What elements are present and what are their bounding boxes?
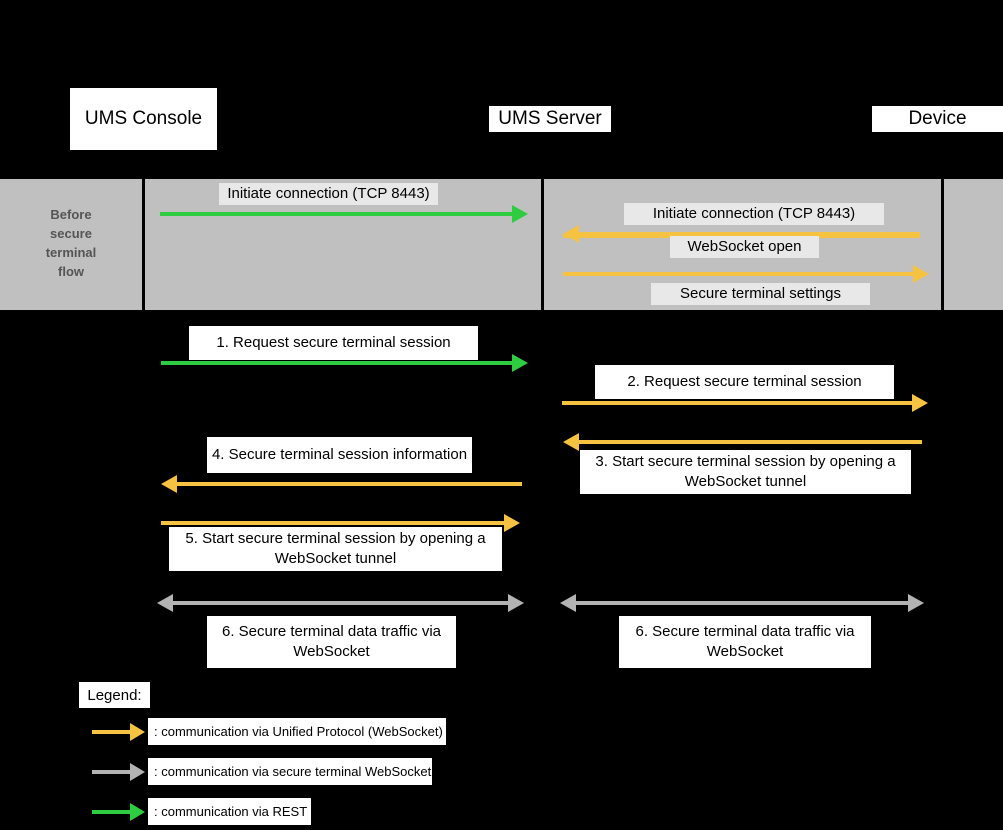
- legend-label-terminal-ws: : communication via secure terminal WebSocket: [148, 758, 432, 785]
- arrow-line-m9: [161, 521, 506, 525]
- node-device-label: Device: [908, 108, 967, 129]
- node-ums-server-label: UMS Server: [498, 108, 602, 129]
- message-label-m2: Initiate connection (TCP 8443): [624, 203, 884, 225]
- legend-arrow-line-rest: [92, 810, 132, 814]
- arrow-head-m5: [512, 354, 528, 372]
- node-ums-server: [489, 106, 611, 132]
- legend-arrow-head-terminal-ws: [130, 763, 145, 781]
- band-separator-3: [941, 179, 944, 310]
- phase-label-line-4: flow: [58, 264, 84, 279]
- arrow-head-m4: [913, 265, 929, 283]
- message-label-m4: Secure terminal settings: [651, 283, 870, 305]
- arrow-line-m1: [160, 212, 515, 216]
- arrow-line-m6: [562, 401, 914, 405]
- message-label-m7: 3. Start secure terminal session by opening a WebSocket tunnel: [580, 450, 911, 494]
- arrow-head-m1: [512, 205, 528, 223]
- arrow-head-m10-right: [508, 594, 524, 612]
- message-label-m11: 6. Secure terminal data traffic via WebSocket: [619, 616, 871, 668]
- phase-label-line-1: Before: [50, 207, 92, 222]
- band-separator-2: [541, 179, 544, 310]
- legend-arrow-head-unified: [130, 723, 145, 741]
- message-label-m8: 4. Secure terminal session information: [207, 437, 472, 473]
- arrow-head-m6: [912, 394, 928, 412]
- node-ums-console: [70, 88, 217, 150]
- message-label-m6: 2. Request secure terminal session: [595, 365, 894, 399]
- arrow-line-m8: [176, 482, 522, 486]
- node-ums-console-label: UMS Console: [84, 108, 203, 129]
- message-label-m9: 5. Start secure terminal session by opening a WebSocket tunnel: [169, 527, 502, 571]
- legend-label-rest: : communication via REST: [148, 798, 311, 825]
- node-device: [872, 106, 1003, 132]
- phase-label-line-3: terminal: [45, 245, 97, 260]
- phase-label-before-flow: [10, 205, 132, 281]
- message-label-m3: WebSocket open: [670, 236, 819, 258]
- arrow-head-m10-left: [157, 594, 173, 612]
- phase-label-line-2: secure: [50, 226, 92, 241]
- message-label-m1: Initiate connection (TCP 8443): [219, 183, 438, 205]
- legend-arrow-line-unified: [92, 730, 132, 734]
- legend-arrow-head-rest: [130, 803, 145, 821]
- band-separator-1: [142, 179, 145, 310]
- arrow-head-m9: [504, 514, 520, 532]
- arrow-line-m10: [172, 601, 510, 605]
- message-label-m5: 1. Request secure terminal session: [189, 326, 478, 360]
- arrow-line-m5: [161, 361, 515, 365]
- arrow-line-m4: [563, 272, 915, 276]
- legend-arrow-line-terminal-ws: [92, 770, 132, 774]
- arrow-line-m11: [575, 601, 910, 605]
- arrow-line-m7: [578, 440, 922, 444]
- arrow-head-m11-left: [560, 594, 576, 612]
- arrow-head-m8: [161, 475, 177, 493]
- arrow-head-m11-right: [908, 594, 924, 612]
- message-label-m10: 6. Secure terminal data traffic via WebSocket: [207, 616, 456, 668]
- legend-label-unified: : communication via Unified Protocol (WebSocket): [148, 718, 446, 745]
- legend-title: Legend:: [79, 682, 150, 708]
- arrow-head-m7: [563, 433, 579, 451]
